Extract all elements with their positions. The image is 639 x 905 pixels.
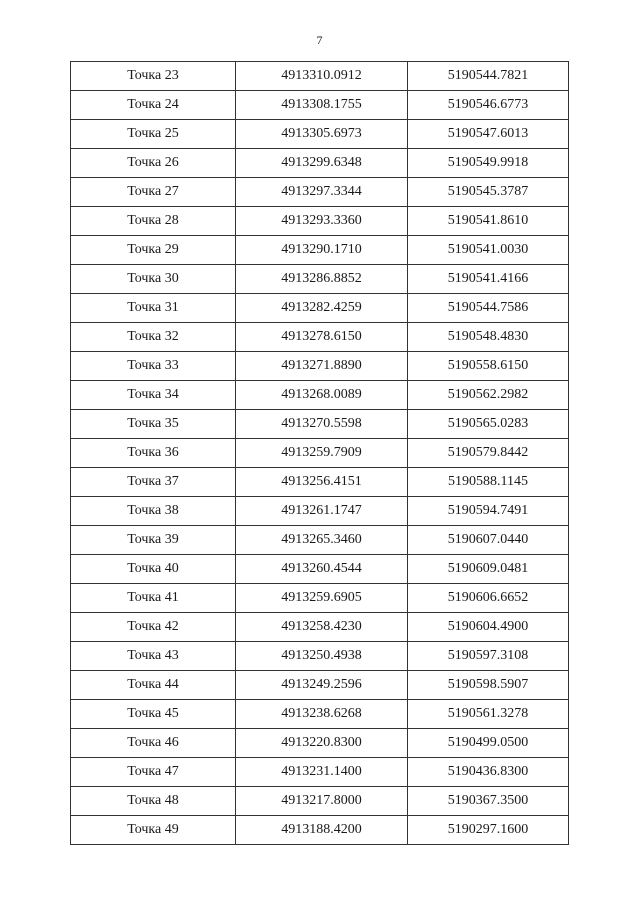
- y-coordinate-cell: 5190544.7586: [408, 294, 569, 323]
- y-coordinate-cell: 5190547.6013: [408, 120, 569, 149]
- table-row: [71, 526, 569, 555]
- table-row: [71, 207, 569, 236]
- point-name-cell: Точка 28: [71, 207, 236, 236]
- table-row: [71, 497, 569, 526]
- point-name-cell: Точка 32: [71, 323, 236, 352]
- point-name-cell: Точка 36: [71, 439, 236, 468]
- point-name-cell: Точка 44: [71, 671, 236, 700]
- point-name-cell: Точка 25: [71, 120, 236, 149]
- table-row: [71, 671, 569, 700]
- point-name-cell: Точка 38: [71, 497, 236, 526]
- table-row: [71, 62, 569, 91]
- y-coordinate-cell: 5190545.3787: [408, 178, 569, 207]
- y-coordinate-cell: 5190548.4830: [408, 323, 569, 352]
- point-name-cell: Точка 37: [71, 468, 236, 497]
- y-coordinate-cell: 5190606.6652: [408, 584, 569, 613]
- y-coordinate-cell: 5190544.7821: [408, 62, 569, 91]
- x-coordinate-cell: 4913259.6905: [236, 584, 408, 613]
- table-row: [71, 613, 569, 642]
- table-row: [71, 468, 569, 497]
- y-coordinate-cell: 5190541.8610: [408, 207, 569, 236]
- y-coordinate-cell: 5190579.8442: [408, 439, 569, 468]
- y-coordinate-cell: 5190541.0030: [408, 236, 569, 265]
- table-row: [71, 178, 569, 207]
- point-name-cell: Точка 34: [71, 381, 236, 410]
- x-coordinate-cell: 4913308.1755: [236, 91, 408, 120]
- point-name-cell: Точка 35: [71, 410, 236, 439]
- y-coordinate-cell: 5190549.9918: [408, 149, 569, 178]
- point-name-cell: Точка 43: [71, 642, 236, 671]
- x-coordinate-cell: 4913256.4151: [236, 468, 408, 497]
- y-coordinate-cell: 5190609.0481: [408, 555, 569, 584]
- page-number: 7: [316, 33, 323, 47]
- point-name-cell: Точка 40: [71, 555, 236, 584]
- point-name-cell: Точка 29: [71, 236, 236, 265]
- point-name-cell: Точка 48: [71, 787, 236, 816]
- table-row: [71, 352, 569, 381]
- table-row: [71, 236, 569, 265]
- table-row: [71, 439, 569, 468]
- y-coordinate-cell: 5190598.5907: [408, 671, 569, 700]
- table-row: [71, 323, 569, 352]
- point-name-cell: Точка 27: [71, 178, 236, 207]
- table-row: [71, 584, 569, 613]
- point-name-cell: Точка 30: [71, 265, 236, 294]
- table-row: [71, 149, 569, 178]
- table-row: [71, 700, 569, 729]
- y-coordinate-cell: 5190604.4900: [408, 613, 569, 642]
- x-coordinate-cell: 4913220.8300: [236, 729, 408, 758]
- x-coordinate-cell: 4913282.4259: [236, 294, 408, 323]
- y-coordinate-cell: 5190597.3108: [408, 642, 569, 671]
- x-coordinate-cell: 4913270.5598: [236, 410, 408, 439]
- table-row: [71, 642, 569, 671]
- y-coordinate-cell: 5190546.6773: [408, 91, 569, 120]
- y-coordinate-cell: 5190588.1145: [408, 468, 569, 497]
- table-row: [71, 120, 569, 149]
- table-row: [71, 758, 569, 787]
- x-coordinate-cell: 4913305.6973: [236, 120, 408, 149]
- y-coordinate-cell: 5190297.1600: [408, 816, 569, 845]
- y-coordinate-cell: 5190436.8300: [408, 758, 569, 787]
- x-coordinate-cell: 4913268.0089: [236, 381, 408, 410]
- y-coordinate-cell: 5190565.0283: [408, 410, 569, 439]
- y-coordinate-cell: 5190594.7491: [408, 497, 569, 526]
- x-coordinate-cell: 4913238.6268: [236, 700, 408, 729]
- point-name-cell: Точка 49: [71, 816, 236, 845]
- x-coordinate-cell: 4913188.4200: [236, 816, 408, 845]
- x-coordinate-cell: 4913217.8000: [236, 787, 408, 816]
- x-coordinate-cell: 4913290.1710: [236, 236, 408, 265]
- x-coordinate-cell: 4913310.0912: [236, 62, 408, 91]
- x-coordinate-cell: 4913249.2596: [236, 671, 408, 700]
- x-coordinate-cell: 4913261.1747: [236, 497, 408, 526]
- point-name-cell: Точка 33: [71, 352, 236, 381]
- x-coordinate-cell: 4913260.4544: [236, 555, 408, 584]
- x-coordinate-cell: 4913259.7909: [236, 439, 408, 468]
- table-row: [71, 91, 569, 120]
- x-coordinate-cell: 4913258.4230: [236, 613, 408, 642]
- table-row: [71, 381, 569, 410]
- x-coordinate-cell: 4913293.3360: [236, 207, 408, 236]
- point-name-cell: Точка 47: [71, 758, 236, 787]
- point-name-cell: Точка 41: [71, 584, 236, 613]
- x-coordinate-cell: 4913271.8890: [236, 352, 408, 381]
- point-name-cell: Точка 42: [71, 613, 236, 642]
- point-name-cell: Точка 31: [71, 294, 236, 323]
- x-coordinate-cell: 4913286.8852: [236, 265, 408, 294]
- y-coordinate-cell: 5190562.2982: [408, 381, 569, 410]
- coordinates-table-body: [71, 62, 569, 845]
- point-name-cell: Точка 23: [71, 62, 236, 91]
- point-name-cell: Точка 24: [71, 91, 236, 120]
- y-coordinate-cell: 5190561.3278: [408, 700, 569, 729]
- table-row: [71, 787, 569, 816]
- x-coordinate-cell: 4913265.3460: [236, 526, 408, 555]
- y-coordinate-cell: 5190607.0440: [408, 526, 569, 555]
- x-coordinate-cell: 4913231.1400: [236, 758, 408, 787]
- table-row: [71, 816, 569, 845]
- point-name-cell: Точка 45: [71, 700, 236, 729]
- point-name-cell: Точка 46: [71, 729, 236, 758]
- coordinates-table: [70, 61, 569, 845]
- table-row: [71, 294, 569, 323]
- x-coordinate-cell: 4913297.3344: [236, 178, 408, 207]
- x-coordinate-cell: 4913299.6348: [236, 149, 408, 178]
- y-coordinate-cell: 5190367.3500: [408, 787, 569, 816]
- y-coordinate-cell: 5190541.4166: [408, 265, 569, 294]
- table-row: [71, 555, 569, 584]
- table-row: [71, 729, 569, 758]
- y-coordinate-cell: 5190499.0500: [408, 729, 569, 758]
- point-name-cell: Точка 39: [71, 526, 236, 555]
- point-name-cell: Точка 26: [71, 149, 236, 178]
- y-coordinate-cell: 5190558.6150: [408, 352, 569, 381]
- x-coordinate-cell: 4913250.4938: [236, 642, 408, 671]
- table-row: [71, 265, 569, 294]
- table-row: [71, 410, 569, 439]
- x-coordinate-cell: 4913278.6150: [236, 323, 408, 352]
